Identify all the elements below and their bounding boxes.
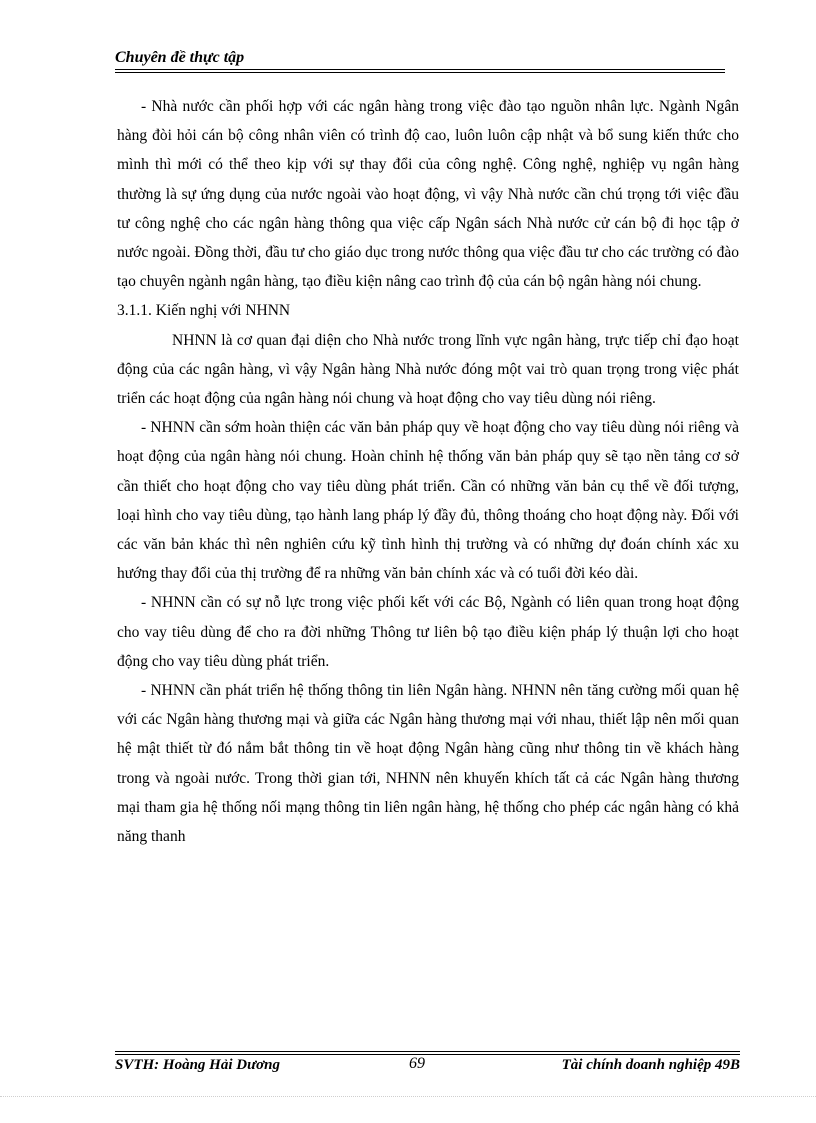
paragraph-bullet-information: - NHNN cần phát triển hệ thống thông tin liên Ngân hàng. NHNN nên tăng cường mối quan hệ với các Ngân hàng thương mại và giữa các Ngân hàng thương mại với nhau, thiết lập nên mối quan hệ mật thiết từ đó nắm bắt thông tin về hoạt động Ngân hàng cũng như thông tin về khách hàng trong và ngoài nước. Trong thời gian tới, NHNN nên khuyến khích tất cả các Ngân hàng thương mại tham gia hệ thống nối mạng thông tin liên ngân hàng, hệ thống cho phép các ngân hàng có khả năng thanh (117, 682, 739, 846)
section-heading: 3.1.1. Kiến nghị với NHNN (117, 302, 291, 320)
page-edge-divider (0, 1096, 816, 1097)
paragraph-bullet-legal: - NHNN cần sớm hoàn thiện các văn bản pháp quy về hoạt động cho vay tiêu dùng nói riêng và hoạt động của ngân hàng nói chung. Hoàn chỉnh hệ thống văn bản pháp quy sẽ tạo nền tảng cơ sở cần thiết cho hoạt động cho vay tiêu dùng phát triển. Cần có những văn bản cụ thể về đối tượng, loại hình cho vay tiêu dùng, tạo hành lang pháp lý đầy đủ, thông thoáng cho hoạt động này. Đối với các văn bản khác thì nên nghiên cứu kỹ tình hình thị trường và có những dự đoán chính xác xu hướng thay đổi của thị trường để ra những văn bản chính xác và có tuổi đời kéo dài. (117, 419, 739, 583)
footer-rule-bottom (115, 1054, 740, 1055)
paragraph-bullet-coordination: - NHNN cần có sự nỗ lực trong việc phối kết với các Bộ, Ngành có liên quan trong hoạt động cho vay tiêu dùng để cho ra đời những Thông tư liên bộ tạo điều kiện pháp lý thuận lợi cho hoạt động cho vay tiêu dùng phát triển. (117, 594, 739, 670)
header-rule-bottom (115, 72, 725, 73)
paragraph-nhnn-role: NHNN là cơ quan đại diện cho Nhà nước trong lĩnh vực ngân hàng, trực tiếp chỉ đạo hoạt động của các ngân hàng, vì vậy Ngân hàng Nhà nước đóng một vai trò quan trọng trong việc phát triển các hoạt động của ngân hàng nói chung và hoạt động cho vay tiêu dùng nói riêng. (117, 331, 739, 408)
footer-rule-top (115, 1051, 740, 1052)
header-rule-top (115, 69, 725, 70)
page-footer (115, 1057, 740, 1079)
document-body (117, 92, 739, 851)
page-number: 69 (409, 1055, 425, 1072)
footer-class: Tài chính doanh nghiệp 49B (561, 1057, 740, 1073)
paragraph-bullet-training: - Nhà nước cần phối hợp với các ngân hàng trong việc đào tạo nguồn nhân lực. Ngành Ngân hàng đòi hỏi cán bộ công nhân viên có trình độ cao, luôn luôn cập nhật và bổ sung kiến thức cho mình thì mới có thể theo kịp với sự thay đổi của công nghệ. Công nghệ, nghiệp vụ ngân hàng thường là sự ứng dụng của nước ngoài vào hoạt động, vì vậy Nhà nước cần chú trọng tới việc đầu tư công nghệ cho các ngân hàng thông qua việc cấp Ngân sách Nhà nước cử cán bộ đi học tập ở nước ngoài. Đồng thời, đầu tư cho giáo dục trong nước thông qua việc đầu tư cho các trường có đào tạo chuyên ngành ngân hàng, tạo điều kiện nâng cao trình độ của cán bộ ngân hàng nói chung. (117, 98, 739, 291)
footer-student: SVTH: Hoàng Hải Dương (115, 1057, 280, 1073)
header-title: Chuyên đề thực tập (115, 49, 245, 66)
